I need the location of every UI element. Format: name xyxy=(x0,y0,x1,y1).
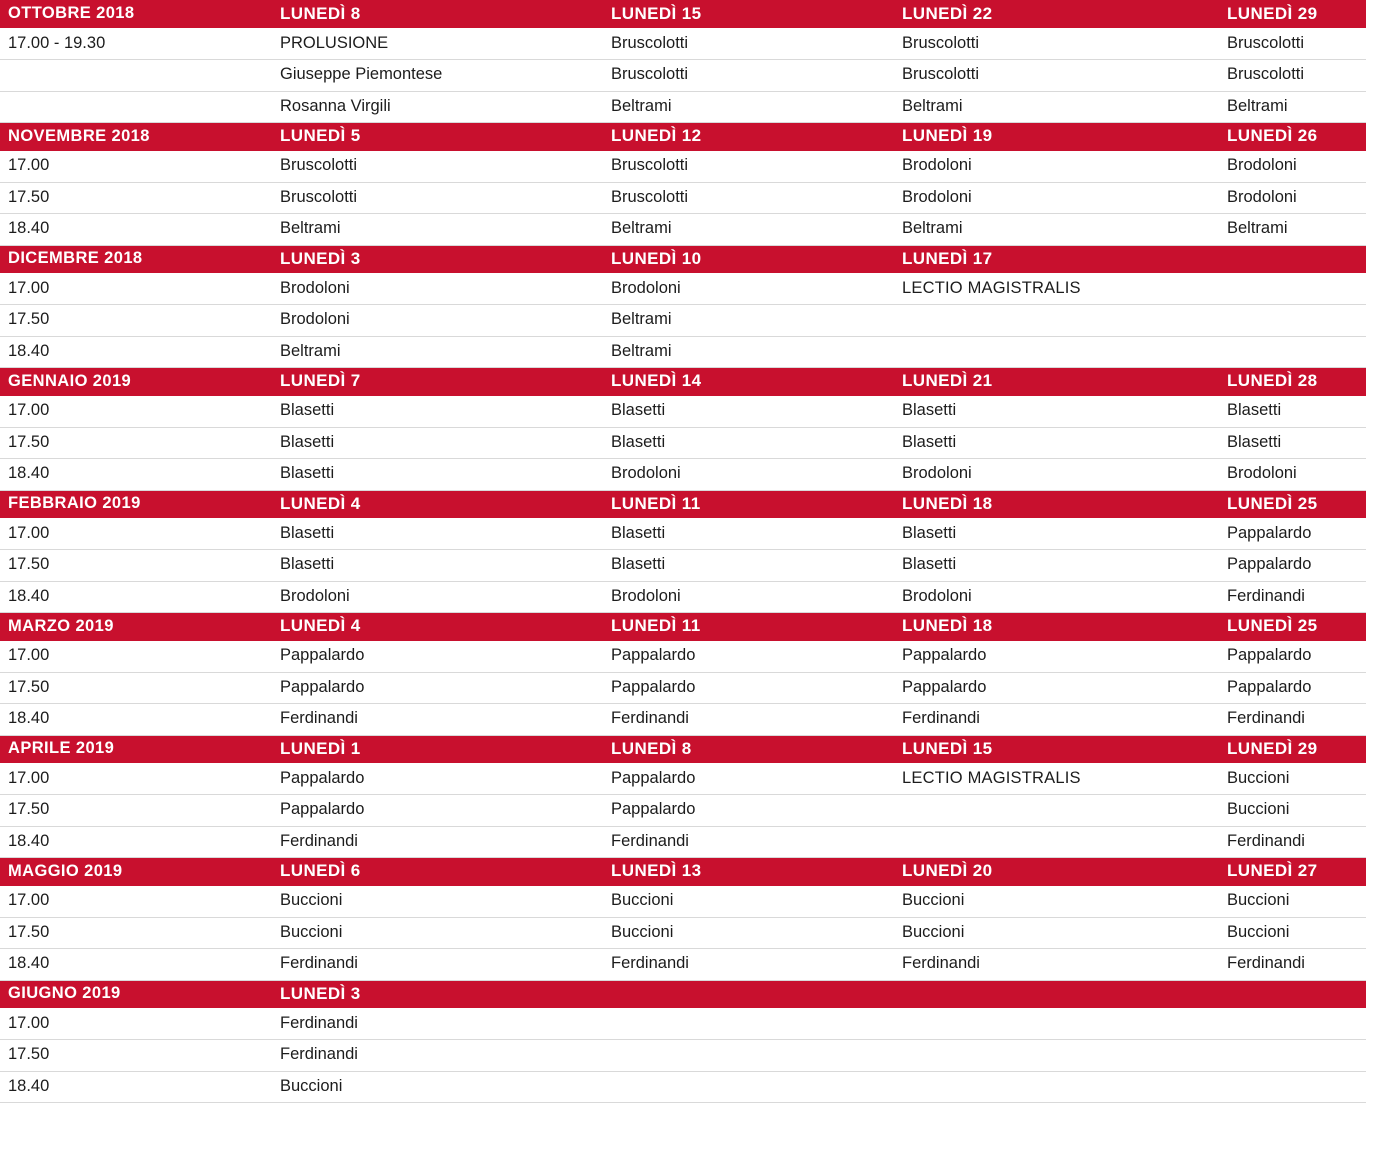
time-label: 17.00 xyxy=(0,273,272,305)
day-header-2: LUNEDÌ 11 xyxy=(611,616,701,636)
lecturer-cell: Buccioni xyxy=(1219,886,1374,918)
lecturer-cell: Buccioni xyxy=(894,886,1219,918)
lecturer-cell: Buccioni xyxy=(1219,917,1374,949)
day-header-3: LUNEDÌ 18 xyxy=(902,493,993,513)
day-header-3: LUNEDÌ 21 xyxy=(902,371,993,391)
lecturer-cell: Pappalardo xyxy=(272,795,603,827)
day-header-4: LUNEDÌ 29 xyxy=(1227,738,1318,758)
time-label: 18.40 xyxy=(0,704,272,736)
schedule-row xyxy=(0,28,1374,60)
schedule-row xyxy=(0,1008,1374,1040)
lecturer-cell: Brodoloni xyxy=(1219,151,1374,183)
day-header-1: LUNEDÌ 4 xyxy=(280,493,361,513)
lecturer-cell: Brodoloni xyxy=(603,459,894,491)
lecturer-cell: Brodoloni xyxy=(603,581,894,613)
lecturer-cell: Ferdinandi xyxy=(603,704,894,736)
day-header-2: LUNEDÌ 13 xyxy=(611,861,702,881)
lecturer-cell: Beltrami xyxy=(1219,214,1374,246)
lecturer-cell: Pappalardo xyxy=(272,672,603,704)
time-label: 17.00 xyxy=(0,1008,272,1040)
month-label: OTTOBRE 2018 xyxy=(8,4,135,22)
day-header-2 xyxy=(603,980,894,1008)
month-label: DICEMBRE 2018 xyxy=(8,249,143,268)
schedule-row xyxy=(0,826,1374,858)
lecturer-cell: Brodoloni xyxy=(894,182,1219,214)
time-label: 18.40 xyxy=(0,581,272,613)
time-label: 17.00 xyxy=(0,396,272,428)
empty-cell xyxy=(894,1008,1219,1040)
schedule-row xyxy=(0,396,1374,428)
empty-cell xyxy=(603,1040,894,1072)
lecturer-cell: Beltrami xyxy=(272,336,603,368)
lecturer-cell: Buccioni xyxy=(894,917,1219,949)
lecturer-cell: Blasetti xyxy=(272,459,603,491)
lecturer-cell: Bruscolotti xyxy=(1219,60,1374,92)
day-header-3: LUNEDÌ 20 xyxy=(902,861,993,881)
day-header-1: LUNEDÌ 1 xyxy=(280,738,361,758)
lecturer-cell: Blasetti xyxy=(894,518,1219,550)
time-label: 18.40 xyxy=(0,336,272,368)
empty-cell xyxy=(1219,1071,1374,1103)
lecturer-cell: Bruscolotti xyxy=(272,182,603,214)
day-header-2: LUNEDÌ 14 xyxy=(611,371,702,391)
lecturer-cell: Ferdinandi xyxy=(272,949,603,981)
day-header-4 xyxy=(1219,245,1374,273)
lecturer-cell: Bruscolotti xyxy=(603,182,894,214)
schedule-row xyxy=(0,1071,1374,1103)
empty-cell xyxy=(894,795,1219,827)
schedule-row xyxy=(0,886,1374,918)
lecturer-cell: Blasetti xyxy=(603,550,894,582)
lecturer-cell: Beltrami xyxy=(1219,91,1374,123)
empty-cell xyxy=(1219,1040,1374,1072)
schedule-row xyxy=(0,704,1374,736)
schedule-row xyxy=(0,459,1374,491)
lecturer-cell: Brodoloni xyxy=(272,581,603,613)
time-label: 18.40 xyxy=(0,949,272,981)
schedule-row xyxy=(0,795,1374,827)
lecturer-cell: Ferdinandi xyxy=(272,1008,603,1040)
schedule-row xyxy=(0,949,1374,981)
empty-cell xyxy=(603,1071,894,1103)
empty-cell xyxy=(1219,1008,1374,1040)
time-label xyxy=(0,91,272,123)
month-header-row xyxy=(0,123,1374,151)
lecturer-cell: Blasetti xyxy=(1219,396,1374,428)
month-label: FEBBRAIO 2019 xyxy=(8,494,141,513)
schedule-row xyxy=(0,214,1374,246)
empty-cell xyxy=(894,305,1219,337)
lecturer-cell: Ferdinandi xyxy=(272,704,603,736)
schedule-row xyxy=(0,518,1374,550)
day-header-4: LUNEDÌ 28 xyxy=(1227,371,1318,391)
lecturer-cell: Blasetti xyxy=(894,427,1219,459)
lecturer-cell: Buccioni xyxy=(603,886,894,918)
lecturer-cell: Ferdinandi xyxy=(894,949,1219,981)
lecturer-cell: Blasetti xyxy=(603,427,894,459)
day-header-3: LUNEDÌ 17 xyxy=(902,248,993,268)
empty-cell xyxy=(894,1071,1219,1103)
lecturer-cell: Brodoloni xyxy=(1219,459,1374,491)
lecturer-cell: Pappalardo xyxy=(603,672,894,704)
month-label: GENNAIO 2019 xyxy=(8,371,132,390)
lecturer-cell: Pappalardo xyxy=(894,672,1219,704)
lecturer-cell: Bruscolotti xyxy=(603,28,894,60)
lecturer-cell: Ferdinandi xyxy=(894,704,1219,736)
lecturer-cell: Blasetti xyxy=(272,550,603,582)
day-header-1: LUNEDÌ 3 xyxy=(280,248,361,268)
day-header-2: LUNEDÌ 8 xyxy=(611,738,692,758)
schedule-row xyxy=(0,550,1374,582)
lecturer-cell: Brodoloni xyxy=(894,581,1219,613)
lecturer-cell: Beltrami xyxy=(603,336,894,368)
month-label: NOVEMBRE 2018 xyxy=(8,126,150,145)
lecturer-cell: Ferdinandi xyxy=(603,826,894,858)
day-header-1: LUNEDÌ 6 xyxy=(280,861,361,881)
lecturer-cell: Beltrami xyxy=(272,214,603,246)
lecturer-cell: Pappalardo xyxy=(272,763,603,795)
lecturer-cell: Buccioni xyxy=(272,917,603,949)
lecturer-cell: Pappalardo xyxy=(1219,550,1374,582)
lecturer-cell: Bruscolotti xyxy=(894,28,1219,60)
lectio-magistralis-cell: LECTIO MAGISTRALIS xyxy=(894,273,1219,305)
day-header-1: LUNEDÌ 7 xyxy=(280,371,361,391)
day-header-1: LUNEDÌ 3 xyxy=(280,983,361,1003)
lecturer-cell: Pappalardo xyxy=(603,795,894,827)
empty-cell xyxy=(1219,305,1374,337)
schedule-row xyxy=(0,91,1374,123)
schedule-row xyxy=(0,60,1374,92)
day-header-2: LUNEDÌ 12 xyxy=(611,126,702,146)
page-edge xyxy=(1366,0,1374,1157)
time-label: 17.00 - 19.30 xyxy=(0,28,272,60)
month-header-row xyxy=(0,490,1374,518)
lecturer-cell: Blasetti xyxy=(603,396,894,428)
lecturer-cell: Buccioni xyxy=(1219,763,1374,795)
lecturer-cell: Brodoloni xyxy=(894,459,1219,491)
lecturer-cell: Blasetti xyxy=(894,550,1219,582)
lecturer-cell: Blasetti xyxy=(272,396,603,428)
time-label: 17.00 xyxy=(0,151,272,183)
lecturer-cell: Ferdinandi xyxy=(603,949,894,981)
lecturer-cell: Pappalardo xyxy=(603,641,894,673)
lecturer-cell: Beltrami xyxy=(603,305,894,337)
lecturer-cell: Brodoloni xyxy=(272,305,603,337)
day-header-2: LUNEDÌ 11 xyxy=(611,493,701,513)
schedule-row xyxy=(0,305,1374,337)
time-label: 18.40 xyxy=(0,214,272,246)
day-header-1: LUNEDÌ 4 xyxy=(280,616,361,636)
lectio-magistralis-cell: LECTIO MAGISTRALIS xyxy=(894,763,1219,795)
lecturer-cell: Pappalardo xyxy=(272,641,603,673)
lecturer-cell: Ferdinandi xyxy=(1219,826,1374,858)
time-label: 17.50 xyxy=(0,427,272,459)
lecturer-cell: Ferdinandi xyxy=(1219,704,1374,736)
day-header-4 xyxy=(1219,980,1374,1008)
lecturer-cell: Brodoloni xyxy=(272,273,603,305)
lecturer-cell: Ferdinandi xyxy=(272,826,603,858)
schedule-row xyxy=(0,1040,1374,1072)
schedule-row xyxy=(0,917,1374,949)
time-label: 17.50 xyxy=(0,795,272,827)
lecturer-cell: Blasetti xyxy=(1219,427,1374,459)
lecturer-cell: Bruscolotti xyxy=(603,60,894,92)
lecturer-cell: Beltrami xyxy=(603,91,894,123)
day-header-3 xyxy=(894,980,1219,1008)
lecturer-cell: Blasetti xyxy=(894,396,1219,428)
month-header-row xyxy=(0,368,1374,396)
time-label: 17.50 xyxy=(0,182,272,214)
lecturer-cell: Giuseppe Piemontese xyxy=(272,60,603,92)
lecturer-cell: Ferdinandi xyxy=(1219,581,1374,613)
time-label xyxy=(0,60,272,92)
time-label: 17.50 xyxy=(0,672,272,704)
lecturer-cell: Pappalardo xyxy=(1219,518,1374,550)
time-label: 17.50 xyxy=(0,305,272,337)
day-header-1: LUNEDÌ 5 xyxy=(280,126,361,146)
lecturer-cell: Blasetti xyxy=(272,518,603,550)
lecturer-cell: Bruscolotti xyxy=(272,151,603,183)
time-label: 17.00 xyxy=(0,641,272,673)
schedule-row xyxy=(0,273,1374,305)
lecturer-cell: Pappalardo xyxy=(1219,641,1374,673)
empty-cell xyxy=(1219,336,1374,368)
month-header-row xyxy=(0,858,1374,886)
lecturer-cell: PROLUSIONE xyxy=(272,28,603,60)
time-label: 17.00 xyxy=(0,763,272,795)
lecturer-cell: Brodoloni xyxy=(603,273,894,305)
day-header-3: LUNEDÌ 22 xyxy=(902,3,993,23)
day-header-1: LUNEDÌ 8 xyxy=(280,3,361,23)
day-header-4: LUNEDÌ 29 xyxy=(1227,3,1318,23)
day-header-4: LUNEDÌ 25 xyxy=(1227,616,1318,636)
lecturer-cell: Bruscolotti xyxy=(603,151,894,183)
lecturer-cell: Blasetti xyxy=(272,427,603,459)
day-header-2: LUNEDÌ 10 xyxy=(611,248,702,268)
month-header-row xyxy=(0,613,1374,641)
schedule-row xyxy=(0,763,1374,795)
month-header-row xyxy=(0,0,1374,28)
lecturer-cell: Bruscolotti xyxy=(894,60,1219,92)
schedule-row xyxy=(0,581,1374,613)
month-label: GIUGNO 2019 xyxy=(8,984,121,1003)
day-header-3: LUNEDÌ 19 xyxy=(902,126,993,146)
schedule-row xyxy=(0,151,1374,183)
empty-cell xyxy=(1219,273,1374,305)
lecturer-cell: Pappalardo xyxy=(1219,672,1374,704)
lecturer-cell: Buccioni xyxy=(272,886,603,918)
lecturer-cell: Brodoloni xyxy=(894,151,1219,183)
day-header-4: LUNEDÌ 25 xyxy=(1227,493,1318,513)
time-label: 17.00 xyxy=(0,518,272,550)
time-label: 17.50 xyxy=(0,550,272,582)
time-label: 17.50 xyxy=(0,1040,272,1072)
lecturer-cell: Buccioni xyxy=(1219,795,1374,827)
empty-cell xyxy=(894,336,1219,368)
lecturer-cell: Pappalardo xyxy=(894,641,1219,673)
schedule-row xyxy=(0,672,1374,704)
schedule-row xyxy=(0,427,1374,459)
lecturer-cell: Buccioni xyxy=(603,917,894,949)
day-header-4: LUNEDÌ 27 xyxy=(1227,861,1318,881)
lecturer-cell: Beltrami xyxy=(894,91,1219,123)
month-header-row xyxy=(0,980,1374,1008)
empty-cell xyxy=(894,826,1219,858)
empty-cell xyxy=(894,1040,1219,1072)
schedule-row xyxy=(0,182,1374,214)
time-label: 17.50 xyxy=(0,917,272,949)
lecturer-cell: Ferdinandi xyxy=(1219,949,1374,981)
month-label: MARZO 2019 xyxy=(8,616,114,635)
lecturer-cell: Rosanna Virgili xyxy=(272,91,603,123)
time-label: 18.40 xyxy=(0,1071,272,1103)
lecturer-cell: Pappalardo xyxy=(603,763,894,795)
lecturer-cell: Bruscolotti xyxy=(1219,28,1374,60)
lecturer-cell: Ferdinandi xyxy=(272,1040,603,1072)
day-header-3: LUNEDÌ 15 xyxy=(902,738,993,758)
lecturer-cell: Beltrami xyxy=(603,214,894,246)
time-label: 17.00 xyxy=(0,886,272,918)
month-header-row xyxy=(0,735,1374,763)
lecturer-cell: Brodoloni xyxy=(1219,182,1374,214)
day-header-2: LUNEDÌ 15 xyxy=(611,3,702,23)
lecturer-cell: Buccioni xyxy=(272,1071,603,1103)
empty-cell xyxy=(603,1008,894,1040)
schedule-row xyxy=(0,641,1374,673)
month-label: APRILE 2019 xyxy=(8,739,115,758)
lecturer-cell: Blasetti xyxy=(603,518,894,550)
schedule-row xyxy=(0,336,1374,368)
lecturer-cell: Beltrami xyxy=(894,214,1219,246)
time-label: 18.40 xyxy=(0,459,272,491)
day-header-3: LUNEDÌ 18 xyxy=(902,616,993,636)
month-label: MAGGIO 2019 xyxy=(8,861,123,880)
time-label: 18.40 xyxy=(0,826,272,858)
month-header-row xyxy=(0,245,1374,273)
day-header-4: LUNEDÌ 26 xyxy=(1227,126,1318,146)
